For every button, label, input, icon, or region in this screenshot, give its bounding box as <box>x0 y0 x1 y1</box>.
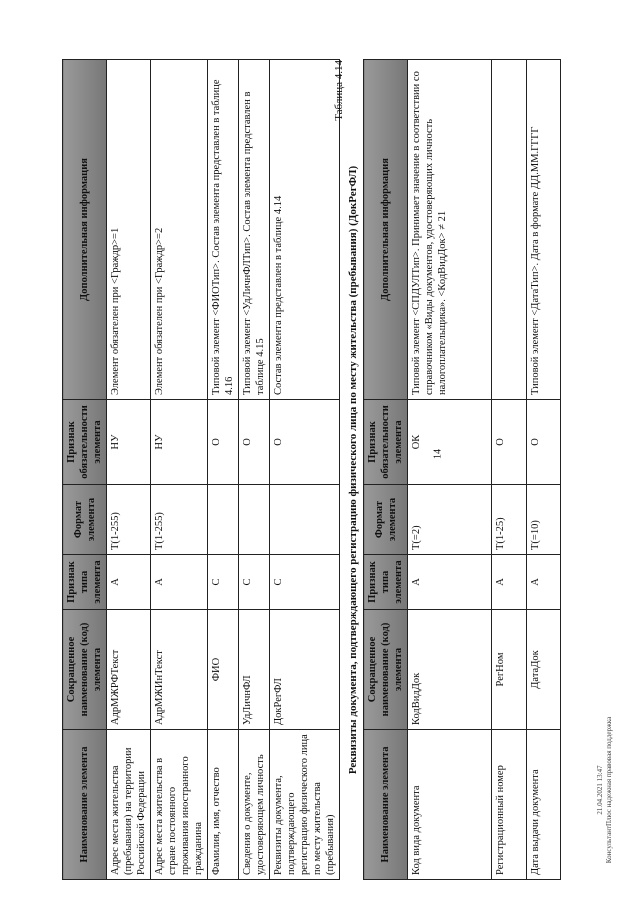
table-row <box>270 60 340 880</box>
cell-required: О <box>270 400 340 485</box>
cell-type: А <box>492 555 526 610</box>
table-row <box>408 60 492 880</box>
cell-code: УдЛичнФЛ <box>239 610 270 730</box>
cell-name: Регистрационный номер <box>492 730 526 880</box>
cell-format: T(=10) <box>526 485 560 555</box>
header-required: Признак обязательности элемента <box>364 400 408 485</box>
cell-name: Реквизиты документа, подтверждающего регистрацию физического лица по месту жительства (пребывания) <box>270 730 340 880</box>
table-caption: Реквизиты документа, подтверждающего регистрацию физического лица по месту жительства (пребывания) (ДокРегФЛ) <box>347 165 359 775</box>
cell-format <box>208 485 239 555</box>
cell-code: ДатаДок <box>526 610 560 730</box>
cell-required: О <box>239 400 270 485</box>
cell-name: Сведения о документе, удостоверяющем личность <box>239 730 270 880</box>
cell-format <box>239 485 270 555</box>
data-table <box>363 59 561 880</box>
cell-info <box>492 60 526 400</box>
cell-code: АдрМЖИнТекст <box>151 610 208 730</box>
cell-required: О <box>492 400 526 485</box>
table-heading <box>333 60 359 880</box>
cell-name: Адрес места жительства (пребывания) на территории Российской Федерации <box>107 730 151 880</box>
cell-info: Типовой элемент <ДатаТип>. Дата в формате ДД.ММ.ГГГГ <box>526 60 560 400</box>
cell-info: Типовой элемент <ФИОТип>. Состав элемента представлен в таблице 4.16 <box>208 60 239 400</box>
cell-code: ДокРегФЛ <box>270 610 340 730</box>
table-row <box>208 60 239 880</box>
cell-code: РегНом <box>492 610 526 730</box>
table-row <box>492 60 526 880</box>
cell-name: Адрес места жительства в стране постоянного проживания иностранного гражданина <box>151 730 208 880</box>
cell-type: А <box>526 555 560 610</box>
data-table <box>62 59 340 880</box>
table-number: Таблица 4.14 <box>333 60 345 121</box>
stamp-source: КонсультантПлюс надежная правовая поддержка <box>605 716 613 864</box>
table-row <box>526 60 560 880</box>
cell-format: T(1-255) <box>151 485 208 555</box>
cell-name: Дата выдачи документа <box>526 730 560 880</box>
cell-type: С <box>270 555 340 610</box>
cell-type: С <box>208 555 239 610</box>
cell-required: НУ <box>107 400 151 485</box>
cell-format: T(1-255) <box>107 485 151 555</box>
header-format: Формат элемента <box>63 485 107 555</box>
cell-info: Элемент обязателен при <Граждр>=2 <box>151 60 208 400</box>
cell-required: НУ <box>151 400 208 485</box>
header-type: Признак типа элемента <box>63 555 107 610</box>
table-4-14 <box>333 20 561 880</box>
page-number: 14 <box>432 449 444 459</box>
cell-code: АдрМЖРФТекст <box>107 610 151 730</box>
cell-type: А <box>408 555 492 610</box>
table-row <box>239 60 270 880</box>
header-format: Формат элемента <box>364 485 408 555</box>
cell-code: КодВидДок <box>408 610 492 730</box>
header-info: Дополнительная информация <box>63 60 107 400</box>
cell-info: Типовой элемент <СПДУЛТип>. Принимает значение в соответствии со справочником «Виды документов, удостоверяющих личность налогоплательщика». <КодВидДок> ≠ 21 <box>408 60 492 400</box>
table-header-row <box>364 60 408 880</box>
cell-required: ОК <box>408 400 492 485</box>
cell-format <box>270 485 340 555</box>
cell-required: О <box>208 400 239 485</box>
document-stamp <box>596 717 614 863</box>
header-name: Наименование элемента <box>364 730 408 880</box>
cell-code: ФИО <box>208 610 239 730</box>
cell-type: С <box>239 555 270 610</box>
header-info: Дополнительная информация <box>364 60 408 400</box>
table-continued <box>62 20 340 880</box>
header-name: Наименование элемента <box>63 730 107 880</box>
cell-info: Типовой элемент <УдЛичнФЛТип>. Состав элемента представлен в таблице 4.15 <box>239 60 270 400</box>
header-code: Сокращенное наименование (код) элемента <box>364 610 408 730</box>
header-type: Признак типа элемента <box>364 555 408 610</box>
cell-format: T(1-25) <box>492 485 526 555</box>
cell-info: Элемент обязателен при <Граждр>=1 <box>107 60 151 400</box>
header-code: Сокращенное наименование (код) элемента <box>63 610 107 730</box>
table-row <box>151 60 208 880</box>
cell-type: А <box>107 555 151 610</box>
header-required: Признак обязательности элемента <box>63 400 107 485</box>
stamp-date: 21.04.2021 13:47 <box>596 765 604 815</box>
cell-format: T(=2) <box>408 485 492 555</box>
table-row <box>107 60 151 880</box>
cell-name: Код вида документа <box>408 730 492 880</box>
cell-info: Состав элемента представлен в таблице 4.14 <box>270 60 340 400</box>
cell-type: А <box>151 555 208 610</box>
cell-name: Фамилия, имя, отчество <box>208 730 239 880</box>
table-header-row <box>63 60 107 880</box>
cell-required: О <box>526 400 560 485</box>
